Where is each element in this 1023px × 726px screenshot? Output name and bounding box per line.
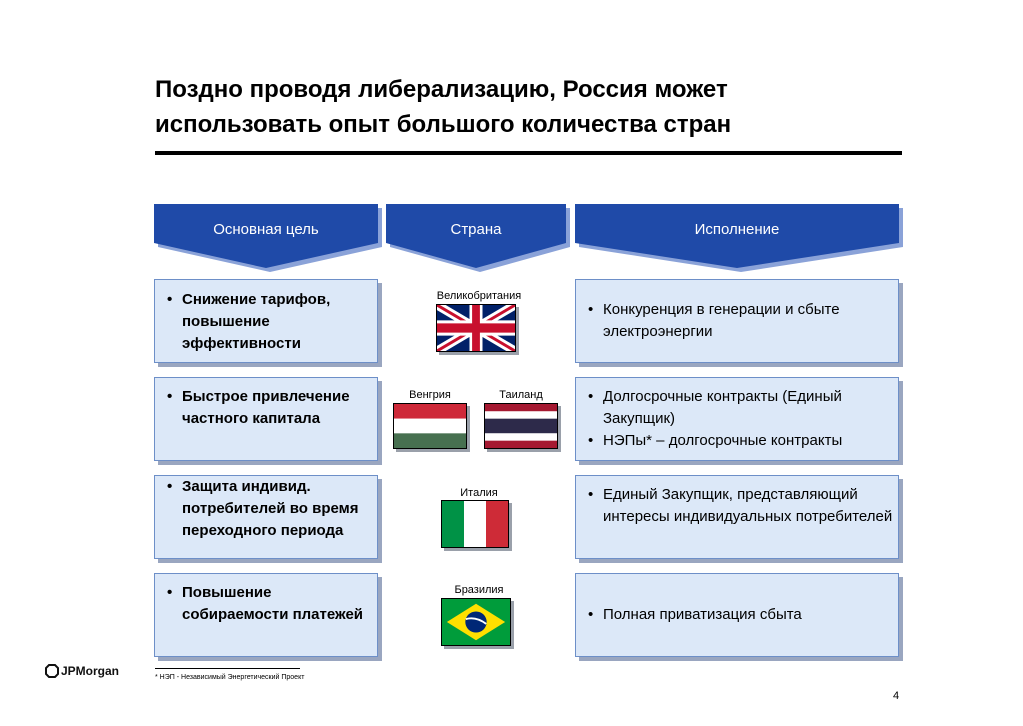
country-label-hungary: Венгрия	[409, 389, 451, 401]
header-country	[386, 204, 566, 268]
execution-box-1	[575, 279, 899, 363]
header-goal	[154, 204, 378, 268]
page-title-line-1: Поздно проводя либерализацию, Россия может	[155, 76, 728, 103]
header-execution	[575, 204, 899, 268]
execution-item: • НЭПы* – долгосрочные контракты	[576, 430, 898, 452]
execution-item: • Долгосрочные контракты (Единый Закупщик)	[576, 386, 898, 430]
jpmorgan-octagon-icon	[45, 664, 59, 678]
jpmorgan-logo	[45, 664, 119, 678]
thailand-flag-icon	[484, 403, 558, 449]
country-label-brazil: Бразилия	[454, 584, 504, 596]
execution-item: • Единый Закупщик, представляющий интересы индивидуальных потребителей	[576, 484, 898, 528]
logo-text: JPMorgan	[61, 664, 120, 678]
execution-box-4	[575, 573, 899, 657]
goal-box-3	[154, 475, 378, 559]
goal-item: • Снижение тарифов, повышение эффективности	[155, 289, 377, 355]
goal-box-1	[154, 279, 378, 363]
uk-flag-icon	[436, 304, 516, 352]
execution-item: • Полная приватизация сбыта	[576, 604, 898, 626]
execution-box-3	[575, 475, 899, 559]
page-number: 4	[893, 690, 900, 702]
goal-box-2	[154, 377, 378, 461]
goal-item: • Быстрое привлечение частного капитала	[155, 386, 377, 430]
italy-flag-icon	[441, 500, 509, 548]
page-title	[155, 72, 915, 142]
brazil-flag-icon	[441, 598, 511, 646]
execution-item: • Конкуренция в генерации и сбыте электроэнергии	[576, 299, 898, 343]
goal-item: • Защита индивид. потребителей во время переходного периода	[155, 476, 377, 542]
hungary-flag-icon	[393, 403, 467, 449]
goal-item: • Повышение собираемости платежей	[155, 582, 377, 626]
goal-box-4	[154, 573, 378, 657]
header-country-label: Страна	[450, 221, 502, 238]
country-label-uk: Великобритания	[436, 290, 522, 302]
country-label-italy: Италия	[460, 487, 498, 499]
footnote-divider	[155, 668, 300, 669]
header-goal-label: Основная цель	[213, 221, 319, 238]
footnote: * НЭП - Независимый Энергетический Проект	[155, 674, 305, 681]
header-execution-label: Исполнение	[694, 221, 780, 238]
execution-box-2	[575, 377, 899, 461]
title-underline	[155, 151, 902, 155]
country-label-thailand: Таиланд	[499, 389, 543, 401]
page-title-line-2: использовать опыт большого количества стран	[155, 111, 732, 138]
